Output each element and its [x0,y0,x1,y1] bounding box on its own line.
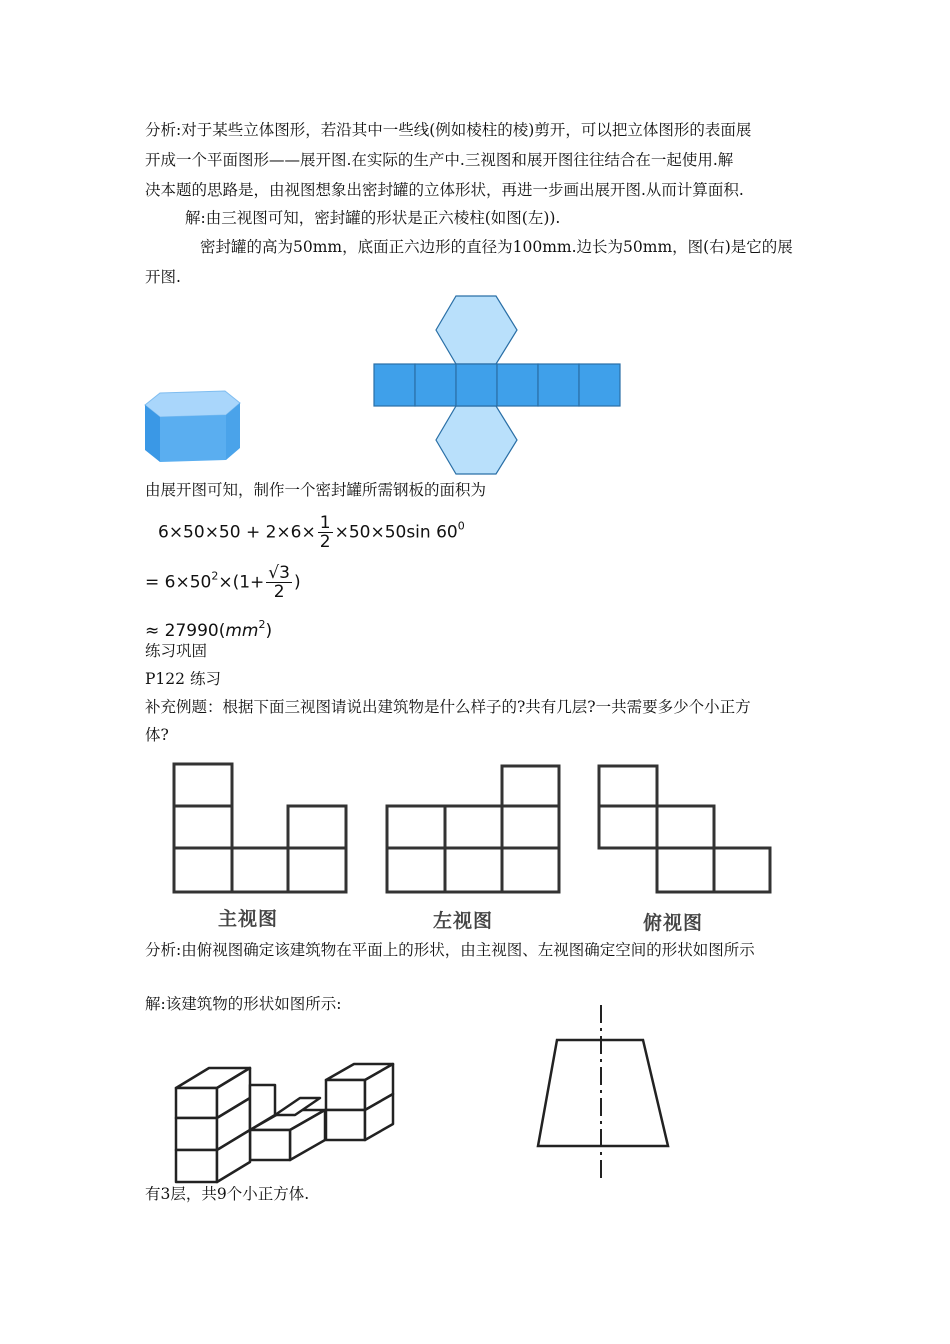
analysis-line-1: 分析:对于某些立体图形，若沿其中一些线(例如棱柱的棱)剪开，可以把立体图形的表面展 [145,121,752,139]
formula-line-2-sup: 2 [211,569,219,583]
practice-title: 练习巩固 [145,642,208,660]
solution-line-1: 解:由三视图可知，密封罐的形状是正六棱柱(如图(左)). [185,209,561,227]
analysis-line-3: 决本题的思路是，由视图想象出密封罐的立体形状，再进一步画出展开图.从而计算面积. [145,181,744,199]
solution-line-2: 密封罐的高为50mm，底面正六边形的直径为100mm.边长为50mm，图(右)是它的展 [200,238,793,256]
analysis-2: 分析:由俯视图确定该建筑物在平面上的形状，由主视图、左视图确定空间的形状如图所示 [145,941,755,959]
conclusion: 有3层，共9个小正方体. [145,1185,310,1203]
formula-line-1-sup: 0 [457,519,465,533]
example-line-1: 补充例题：根据下面三视图请说出建筑物是什么样子的?共有几层?一共需要多少个小正方 [145,698,751,716]
example-line-2: 体? [145,726,169,744]
formula-line-3-unit: mm [225,621,259,641]
sqrt-denominator: 2 [273,582,285,602]
formula-line-3-sup: 2 [258,618,266,631]
formula-line-3-a: ≈ 27990( [145,621,226,641]
fraction-numerator: 1 [319,513,331,533]
practice-reference: P122 练习 [145,670,221,688]
formula-line-2-c: ) [293,572,301,593]
solution-2: 解:该建筑物的形状如图所示: [145,995,342,1013]
area-intro: 由展开图可知，制作一个密封罐所需钢板的面积为 [145,481,487,499]
top-view-label: 俯视图 [643,912,704,934]
solution-line-3: 开图. [145,268,181,286]
formula-line-2-b: ×(1+ [218,572,265,593]
formula-line-1-a: 6×50×50 + 2×6× [158,522,316,543]
analysis-line-2: 开成一个平面图形——展开图.在实际的生产中.三视图和展开图往往结合在一起使用.解 [145,151,734,169]
trapezoid-shape [538,1040,668,1146]
formula-line-1-b: ×50×50sin 60 [334,522,458,543]
fraction-denominator: 2 [319,532,331,552]
left-view-label: 左视图 [433,910,494,932]
formula-line-3-b: ) [265,621,273,641]
sqrt-numerator: √3 [268,563,290,583]
front-view-label: 主视图 [218,908,279,930]
formula-line-2-a: = 6×50 [145,572,212,593]
